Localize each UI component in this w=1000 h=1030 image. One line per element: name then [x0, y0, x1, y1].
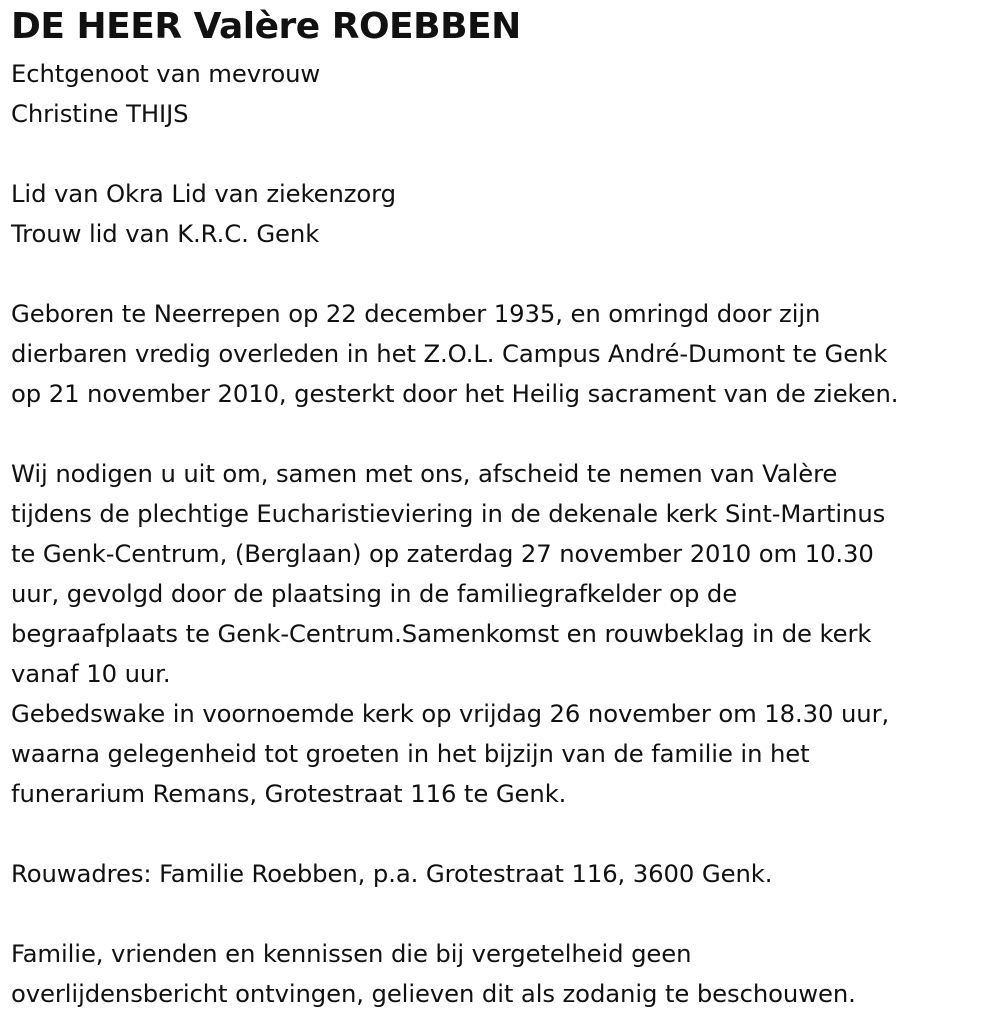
spouse-section	[11, 54, 991, 134]
birth-death-paragraph	[11, 294, 991, 414]
paragraph-gap	[11, 134, 991, 174]
paragraph-gap	[11, 894, 991, 934]
membership-line: Lid van Okra Lid van ziekenzorg	[11, 179, 396, 208]
text-line: uur, gevolgd door de plaatsing in de familiegrafkelder op de	[11, 579, 738, 608]
paragraph-gap	[11, 254, 991, 294]
address-paragraph	[11, 854, 991, 894]
text-line: Geboren te Neerrepen op 22 december 1935, en omringd door zijn	[11, 299, 821, 328]
ceremony-paragraph	[11, 454, 991, 814]
text-line: tijdens de plechtige Eucharistieviering in de dekenale kerk Sint-Martinus	[11, 499, 886, 528]
paragraph-gap	[11, 814, 991, 854]
spouse-name-line: Christine THIJS	[11, 99, 189, 128]
death-notice	[11, 6, 991, 1014]
closing-paragraph	[11, 934, 991, 1014]
membership-line: Trouw lid van K.R.C. Genk	[11, 219, 320, 248]
mourning-address: Rouwadres: Familie Roebben, p.a. Grotestraat 116, 3600 Genk.	[11, 859, 773, 888]
text-line: Gebedswake in voornoemde kerk op vrijdag 26 november om 18.30 uur,	[11, 699, 890, 728]
text-line: te Genk-Centrum, (Berglaan) op zaterdag 27 november 2010 om 10.30	[11, 539, 874, 568]
text-line: dierbaren vredig overleden in het Z.O.L. Campus André-Dumont te Genk	[11, 339, 888, 368]
spouse-line: Echtgenoot van mevrouw	[11, 59, 321, 88]
text-line: begraafplaats te Genk-Centrum.Samenkomst en rouwbeklag in de kerk	[11, 619, 872, 648]
text-line: vanaf 10 uur.	[11, 659, 171, 688]
notice-title: DE HEER Valère ROEBBEN	[11, 6, 521, 47]
memberships-section	[11, 174, 991, 254]
text-line: overlijdensbericht ontvingen, gelieven dit als zodanig te beschouwen.	[11, 979, 856, 1008]
text-line: Wij nodigen u uit om, samen met ons, afscheid te nemen van Valère	[11, 459, 838, 488]
text-line: Familie, vrienden en kennissen die bij vergetelheid geen	[11, 939, 692, 968]
paragraph-gap	[11, 414, 991, 454]
text-line: op 21 november 2010, gesterkt door het Heilig sacrament van de zieken.	[11, 379, 899, 408]
text-line: waarna gelegenheid tot groeten in het bijzijn van de familie in het	[11, 739, 810, 768]
text-line: funerarium Remans, Grotestraat 116 te Genk.	[11, 779, 567, 808]
